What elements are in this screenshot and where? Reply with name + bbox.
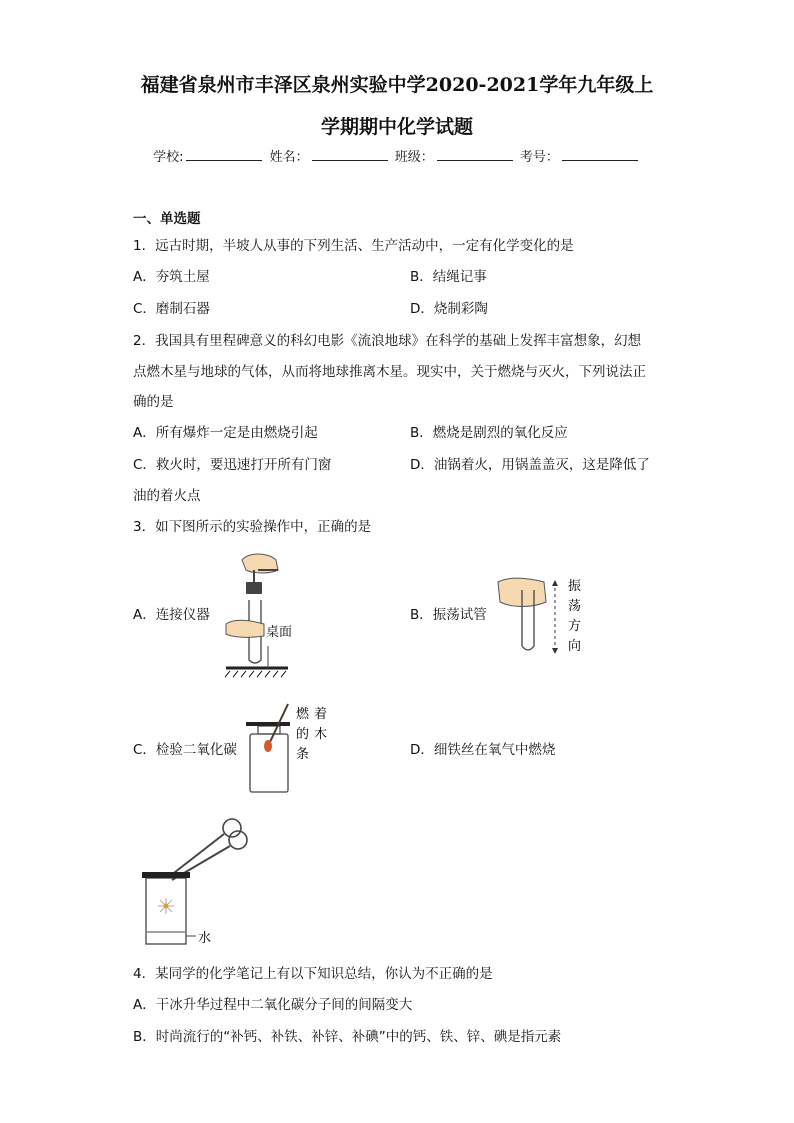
q3-option-b: B．振荡试管 — [410, 607, 487, 623]
figure-c-label-4: 木 — [314, 727, 328, 742]
number-blank[interactable] — [562, 148, 638, 161]
q2-stem-line2: 点燃木星与地球的气体，从而将地球推离木星。现实中，关于燃烧与灭火，下列说法正 — [133, 364, 646, 380]
school-blank[interactable] — [186, 148, 262, 161]
q3-stem: 3．如下图所示的实验操作中，正确的是 — [133, 519, 372, 535]
class-blank[interactable] — [437, 148, 513, 161]
figure-shake-test-tube — [492, 572, 592, 662]
figure-a-label: 桌面 — [266, 625, 293, 640]
q4-option-b: B．时尚流行的“补钙、补铁、补锌、补碘”中的钙、铁、锌、碘是指元素 — [133, 1029, 562, 1045]
figure-c-label-1: 燃 — [296, 707, 310, 722]
q1-option-d: D．烧制彩陶 — [410, 301, 488, 317]
q2-option-d-line2: 油的着火点 — [133, 488, 201, 504]
q3-option-d: D．细铁丝在氧气中燃烧 — [410, 742, 556, 758]
q1-option-c: C．磨制石器 — [133, 301, 210, 317]
q2-stem-line1: 2．我国具有里程碑意义的科幻电影《流浪地球》在科学的基础上发挥丰富想象，幻想 — [133, 333, 642, 349]
figure-c-label-2: 着 — [314, 707, 328, 722]
figure-test-co2 — [244, 700, 344, 796]
q4-stem: 4．某同学的化学笔记上有以下知识总结，你认为不正确的是 — [133, 966, 493, 982]
q2-option-c: C．救火时，要迅速打开所有门窗 — [133, 457, 332, 473]
q2-option-a: A．所有爆炸一定是由燃烧引起 — [133, 425, 318, 441]
q3-option-c: C．检验二氧化碳 — [133, 742, 237, 758]
q2-option-b: B．燃烧是剧烈的氧化反应 — [410, 425, 568, 441]
section-title: 一、单选题 — [133, 211, 201, 227]
figure-d-label: 水 — [198, 931, 212, 946]
figure-b-label-4: 向 — [568, 639, 582, 654]
figure-iron-wire-burning — [140, 814, 260, 950]
exam-title-line2: 学期期中化学试题 — [320, 116, 473, 138]
figure-b-label-1: 振 — [568, 579, 582, 594]
number-label: 考号： — [519, 150, 559, 165]
name-blank[interactable] — [312, 148, 388, 161]
school-label: 学校: — [153, 150, 184, 165]
q1-stem: 1．远古时期，半坡人从事的下列生活、生产活动中，一定有化学变化的是 — [133, 238, 574, 254]
class-label: 班级： — [394, 150, 434, 165]
exam-title-line1: 福建省泉州市丰泽区泉州实验中学2020-2021学年九年级上 — [140, 74, 654, 96]
q3-option-a: A．连接仪器 — [133, 607, 210, 623]
q1-option-b: B．结绳记事 — [410, 269, 487, 285]
q1-option-a: A．夯筑土屋 — [133, 269, 210, 285]
figure-c-label-3: 的 — [296, 727, 310, 742]
figure-connect-instruments — [220, 548, 320, 678]
figure-c-label-5: 条 — [296, 747, 310, 762]
name-label: 姓名： — [269, 150, 309, 165]
q2-stem-line3: 确的是 — [133, 394, 174, 410]
figure-b-label-3: 方 — [568, 619, 582, 634]
q4-option-a: A．干冰升华过程中二氧化碳分子间的间隔变大 — [133, 997, 413, 1013]
student-info-row — [0, 146, 794, 165]
q2-option-d-line1: D．油锅着火，用锅盖盖灭，这是降低了 — [410, 457, 650, 473]
figure-b-label-2: 荡 — [568, 599, 582, 614]
